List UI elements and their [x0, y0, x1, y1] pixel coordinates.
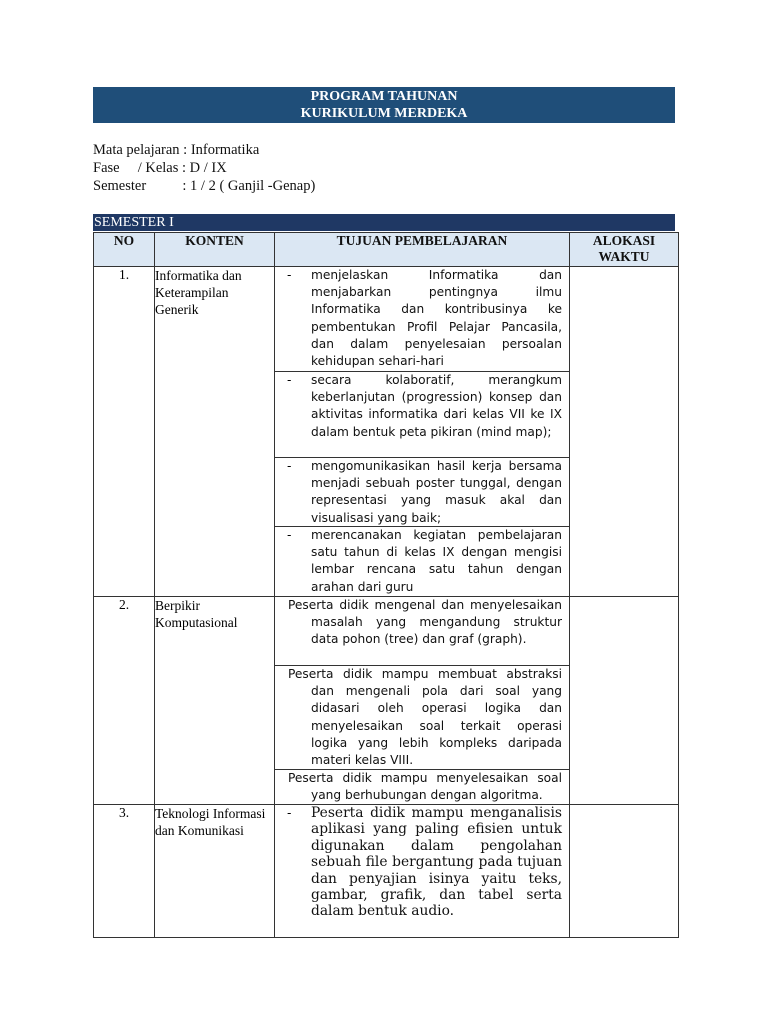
title-line-1: PROGRAM TAHUNAN [310, 89, 458, 104]
header-alokasi [570, 233, 679, 267]
tujuan-item [275, 805, 569, 937]
row-konten: Berpikir Komputasional [155, 597, 275, 805]
bullet-dash: - [287, 373, 292, 387]
header-alokasi-line1: ALOKASI [592, 233, 656, 248]
tujuan-item [275, 267, 569, 372]
bullet-dash: - [287, 459, 292, 473]
tujuan-text: Peserta didik mampu menyelesaikan soal yang berhubungan dengan algoritma. [288, 771, 562, 803]
row-alokasi [570, 597, 679, 805]
document-title [93, 87, 675, 123]
tujuan-text: secara kolaboratif, merangkum keberlanjutan (progression) konsep dan aktivitas informatika dari kelas VII ke IX dalam bentuk peta pikiran (mind map); [311, 373, 562, 439]
header-no: NO [94, 233, 155, 267]
tujuan-text: mengomunikasikan hasil kerja bersama menjadi sebuah poster tunggal, dengan representasi yang masuk akal dan visualisasi yang baik; [311, 459, 562, 525]
meta-fase: Fase / Kelas : D / IX [93, 160, 227, 176]
meta-semester: Semester : 1 / 2 ( Ganjil -Genap) [93, 178, 316, 194]
row-number: 2. [94, 597, 155, 805]
bullet-dash: - [287, 268, 292, 282]
table-row [94, 267, 679, 597]
header-tujuan: TUJUAN PEMBELAJARAN [275, 233, 570, 267]
document-meta [93, 141, 315, 195]
header-konten: KONTEN [155, 233, 275, 267]
row-tujuan [275, 267, 570, 597]
tujuan-text: menjelaskan Informatika dan menjabarkan pentingnya ilmu Informatika dan kontribusinya ke pembentukan Profil Pelajar Pancasila, dan dalam penyelesaian persoalan kehidupan sehari-hari [311, 268, 562, 369]
row-number: 3. [94, 805, 155, 938]
semester-label: SEMESTER I [94, 215, 174, 230]
bullet-dash: - [287, 806, 292, 820]
header-alokasi-line2: WAKTU [598, 249, 650, 264]
tujuan-text: Peserta didik mengenal dan menyelesaikan masalah yang mengandung struktur data pohon (tree) dan graf (graph). [288, 598, 562, 647]
row-alokasi [570, 267, 679, 597]
row-tujuan [275, 805, 570, 938]
semester-heading [93, 214, 675, 231]
tujuan-item [275, 527, 569, 596]
table-row [94, 597, 679, 805]
row-alokasi [570, 805, 679, 938]
program-table [93, 232, 679, 938]
title-line-2: KURIKULUM MERDEKA [300, 106, 468, 121]
tujuan-item [275, 597, 569, 666]
table-row [94, 805, 679, 938]
tujuan-item [275, 372, 569, 458]
meta-mapel: Mata pelajaran : Informatika [93, 142, 260, 158]
row-konten: Informatika dan Keterampilan Generik [155, 267, 275, 597]
row-tujuan [275, 597, 570, 805]
tujuan-item [275, 458, 569, 527]
bullet-dash: - [287, 528, 292, 542]
tujuan-item [275, 770, 569, 804]
tujuan-text: Peserta didik mampu membuat abstraksi dan mengenali pola dari soal yang didasari oleh operasi logika dan menyelesaikan soal terkait operasi logika yang lebih kompleks daripada materi kelas VIII. [288, 667, 562, 768]
row-number: 1. [94, 267, 155, 597]
tujuan-text: merencanakan kegiatan pembelajaran satu tahun di kelas IX dengan mengisi lembar rencana satu tahun dengan arahan dari guru [311, 528, 562, 594]
row-konten: Teknologi Informasi dan Komunikasi [155, 805, 275, 938]
table-header-row [94, 233, 679, 267]
tujuan-item [275, 666, 569, 770]
tujuan-text: Peserta didik mampu menganalisis aplikasi yang paling efisien untuk digunakan dalam pengolahan sebuah file bergantung pada tujuan dan penyajian isinya yaitu teks, gambar, grafik, dan tabel serta dalam bentuk audio. [311, 805, 562, 920]
